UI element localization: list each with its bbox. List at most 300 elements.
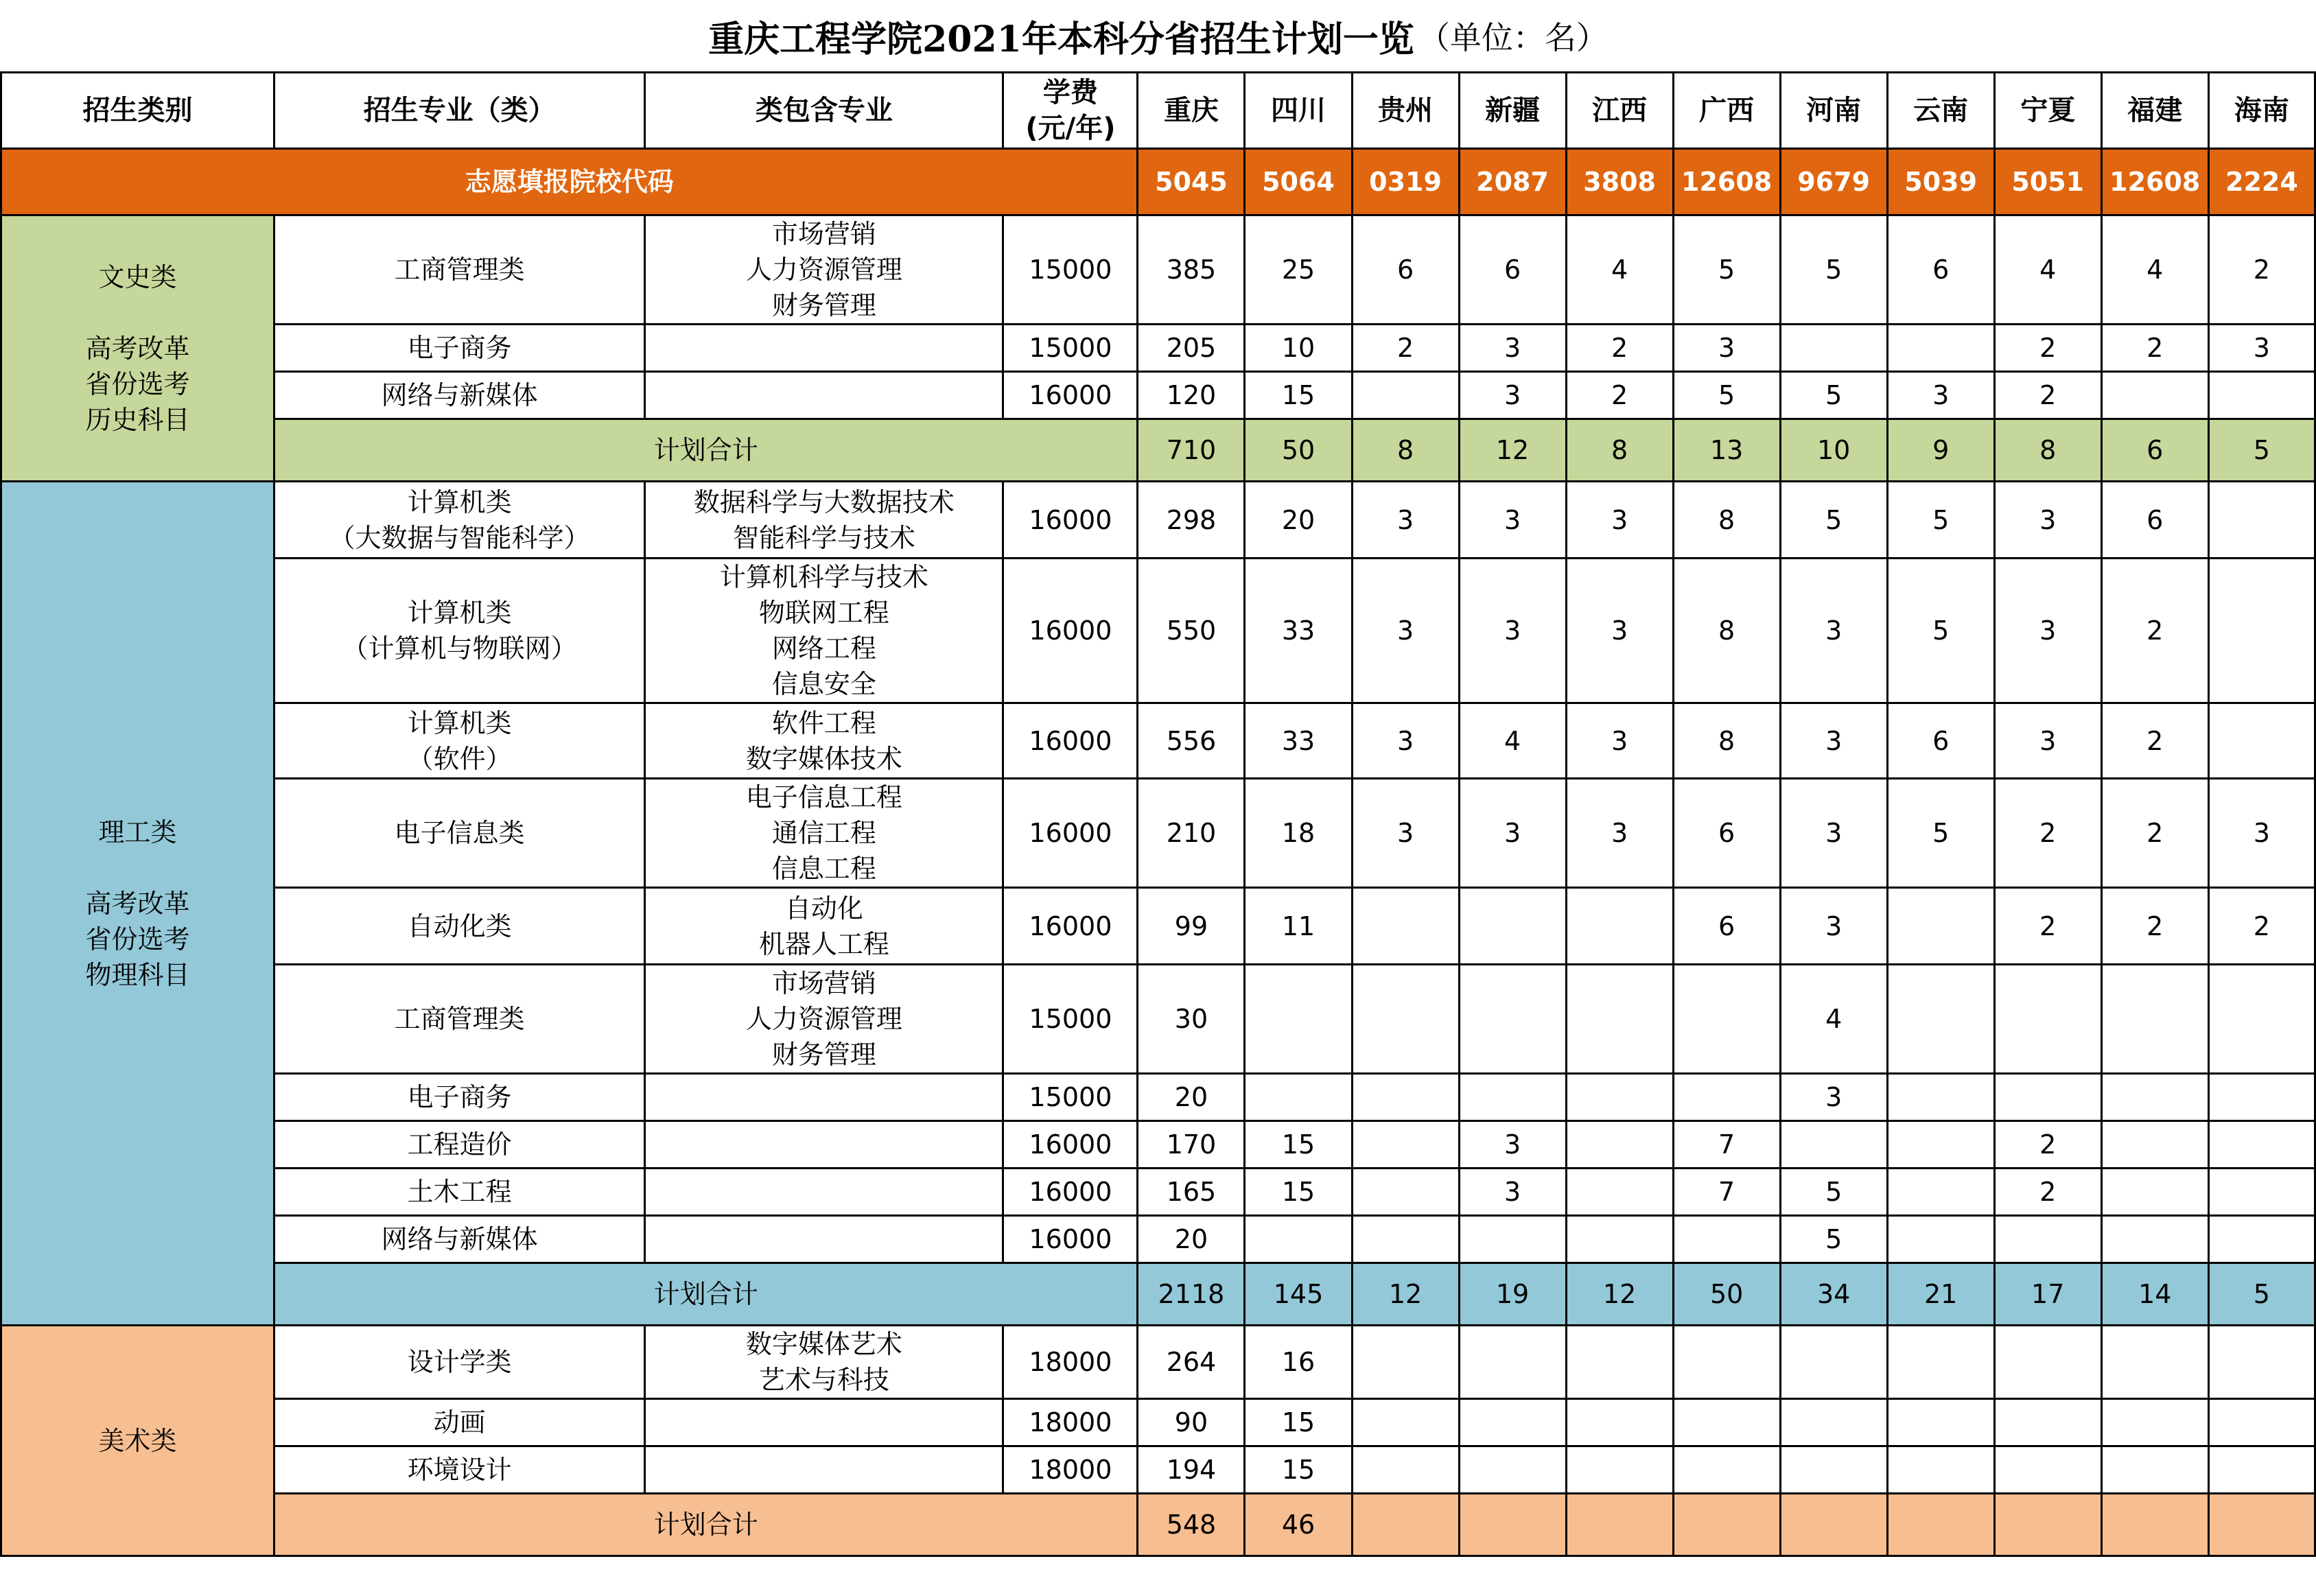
- school-code: 5064: [1245, 149, 1352, 215]
- header-province: 贵州: [1352, 73, 1459, 149]
- cell-line: 美术类: [98, 1425, 177, 1456]
- count-cell: 7: [1673, 1121, 1780, 1169]
- school-code: 5039: [1887, 149, 1994, 215]
- subtotal-cell: 10: [1780, 419, 1887, 482]
- major-cell: [274, 1216, 645, 1263]
- count-cell: 120: [1138, 372, 1245, 419]
- subtotal-cell: [1673, 1494, 1780, 1556]
- count-cell: 3: [1459, 1121, 1566, 1169]
- count-cell: [2208, 1446, 2315, 1494]
- count-cell: 5: [1887, 559, 1994, 703]
- cell-line: 土木工程: [407, 1177, 512, 1207]
- count-cell: 3: [1994, 559, 2101, 703]
- fee-cell: 16000: [1003, 888, 1138, 965]
- count-cell: [2101, 1399, 2208, 1446]
- count-cell: 33: [1245, 703, 1352, 779]
- fee-cell: 16000: [1003, 1169, 1138, 1216]
- count-cell: [1994, 1446, 2101, 1494]
- subtotal-label: 计划合计: [274, 1494, 1138, 1556]
- header-category: 招生类别: [1, 73, 274, 149]
- count-cell: [2101, 1216, 2208, 1263]
- count-cell: 6: [2101, 482, 2208, 559]
- fee-cell: 16000: [1003, 1216, 1138, 1263]
- count-cell: 298: [1138, 482, 1245, 559]
- count-cell: 4: [1780, 965, 1887, 1074]
- count-cell: 3: [1780, 559, 1887, 703]
- count-cell: 8: [1673, 482, 1780, 559]
- page-title: [0, 0, 2316, 71]
- count-cell: [1566, 1326, 1673, 1399]
- count-cell: [1994, 1216, 2101, 1263]
- count-cell: 3: [1459, 779, 1566, 888]
- subtotal-cell: 5: [2208, 1263, 2315, 1326]
- cell-line: 历史科目: [85, 404, 190, 435]
- count-cell: 11: [1245, 888, 1352, 965]
- school-code: 2087: [1459, 149, 1566, 215]
- cell-line: 数据科学与大数据技术: [693, 486, 955, 517]
- count-cell: [1245, 965, 1352, 1074]
- cell-line: 智能科学与技术: [732, 522, 915, 553]
- count-cell: 3: [1459, 325, 1566, 372]
- cell-line: 电子信息工程: [745, 782, 902, 812]
- cell-line: 通信工程: [771, 818, 876, 848]
- school-code: 12608: [2101, 149, 2208, 215]
- count-cell: 3: [1994, 703, 2101, 779]
- count-cell: 5: [1780, 372, 1887, 419]
- count-cell: 3: [1352, 482, 1459, 559]
- cell-line: [2, 295, 273, 331]
- includes-cell: [645, 1074, 1003, 1121]
- cell-line: 工商管理类: [394, 255, 525, 285]
- subtotal-label: 计划合计: [274, 1263, 1138, 1326]
- cell-line: 数字媒体技术: [745, 743, 902, 774]
- major-cell: [274, 888, 645, 965]
- cell-line: 设计学类: [407, 1347, 512, 1377]
- subtotal-cell: 548: [1138, 1494, 1245, 1556]
- count-cell: [1673, 1074, 1780, 1121]
- includes-cell: [645, 215, 1003, 325]
- table-row: [1, 1446, 2315, 1494]
- subtotal-cell: 46: [1245, 1494, 1352, 1556]
- subtotal-cell: 8: [1352, 419, 1459, 482]
- table-row: [1, 1399, 2315, 1446]
- table-row: [1, 965, 2315, 1074]
- count-cell: 2: [1352, 325, 1459, 372]
- includes-cell: [645, 1446, 1003, 1494]
- count-cell: 2: [1994, 372, 2101, 419]
- subtotal-cell: [1780, 1494, 1887, 1556]
- count-cell: [2208, 559, 2315, 703]
- count-cell: 5: [1780, 1216, 1887, 1263]
- includes-cell: [645, 888, 1003, 965]
- count-cell: 2: [2208, 888, 2315, 965]
- count-cell: [1673, 1446, 1780, 1494]
- cell-line: 省份选考: [85, 924, 190, 954]
- cell-line: 工商管理类: [394, 1004, 525, 1034]
- cell-line: 高考改革: [85, 333, 190, 364]
- cell-line: （软件）: [407, 743, 512, 774]
- count-cell: [1887, 888, 1994, 965]
- count-cell: [2208, 1121, 2315, 1169]
- count-cell: 5: [1780, 215, 1887, 325]
- cell-line: 机器人工程: [758, 928, 889, 959]
- subtotal-row: [1, 1494, 2315, 1556]
- count-cell: [2208, 1074, 2315, 1121]
- count-cell: 385: [1138, 215, 1245, 325]
- count-cell: 4: [2101, 215, 2208, 325]
- subtotal-cell: [1566, 1494, 1673, 1556]
- subtotal-cell: 12: [1566, 1263, 1673, 1326]
- count-cell: 165: [1138, 1169, 1245, 1216]
- count-cell: 210: [1138, 779, 1245, 888]
- header-province: 重庆: [1138, 73, 1245, 149]
- count-cell: [2208, 965, 2315, 1074]
- subtotal-cell: 9: [1887, 419, 1994, 482]
- fee-cell: 16000: [1003, 703, 1138, 779]
- header-province: 河南: [1780, 73, 1887, 149]
- count-cell: [1780, 1121, 1887, 1169]
- subtotal-cell: 8: [1994, 419, 2101, 482]
- count-cell: 2: [1994, 888, 2101, 965]
- includes-cell: [645, 1399, 1003, 1446]
- cell-line: 人力资源管理: [745, 255, 902, 285]
- cell-line: [2, 850, 273, 886]
- count-cell: 3: [2208, 325, 2315, 372]
- count-cell: 2: [2208, 215, 2315, 325]
- subtotal-cell: 8: [1566, 419, 1673, 482]
- subtotal-cell: 50: [1673, 1263, 1780, 1326]
- cell-line: 电子商务: [407, 1082, 512, 1112]
- count-cell: [2208, 1216, 2315, 1263]
- count-cell: 6: [1887, 215, 1994, 325]
- table-row: [1, 1121, 2315, 1169]
- count-cell: [2101, 1121, 2208, 1169]
- count-cell: [1566, 1074, 1673, 1121]
- count-cell: [1887, 1074, 1994, 1121]
- count-cell: [1566, 1169, 1673, 1216]
- school-code: 2224: [2208, 149, 2315, 215]
- count-cell: [1887, 1169, 1994, 1216]
- count-cell: [1459, 1399, 1566, 1446]
- table-row: [1, 215, 2315, 325]
- count-cell: 3: [1352, 703, 1459, 779]
- major-cell: [274, 1169, 645, 1216]
- school-code: 9679: [1780, 149, 1887, 215]
- count-cell: 3: [1352, 779, 1459, 888]
- count-cell: [1673, 1326, 1780, 1399]
- count-cell: [2208, 703, 2315, 779]
- count-cell: 205: [1138, 325, 1245, 372]
- header-fee: [1003, 73, 1138, 149]
- includes-cell: [645, 482, 1003, 559]
- count-cell: 3: [1780, 1074, 1887, 1121]
- fee-cell: 15000: [1003, 215, 1138, 325]
- count-cell: 3: [1566, 559, 1673, 703]
- count-cell: [2208, 372, 2315, 419]
- count-cell: 20: [1138, 1074, 1245, 1121]
- count-cell: [1780, 1446, 1887, 1494]
- count-cell: 6: [1887, 703, 1994, 779]
- subtotal-cell: 12: [1459, 419, 1566, 482]
- count-cell: 18: [1245, 779, 1352, 888]
- count-cell: [1352, 1074, 1459, 1121]
- count-cell: 3: [1566, 482, 1673, 559]
- includes-cell: [645, 559, 1003, 703]
- count-cell: 8: [1673, 703, 1780, 779]
- title-main: 重庆工程学院2021年本科分省招生计划一览: [708, 18, 1414, 60]
- cell-line: 物联网工程: [758, 598, 889, 628]
- count-cell: 15: [1245, 1399, 1352, 1446]
- subtotal-cell: [1352, 1494, 1459, 1556]
- count-cell: [1780, 325, 1887, 372]
- category-cell: [1, 215, 274, 482]
- subtotal-cell: 13: [1673, 419, 1780, 482]
- cell-line: 高考改革: [85, 888, 190, 919]
- title-unit: （单位：名）: [1418, 19, 1608, 56]
- count-cell: 2: [2101, 325, 2208, 372]
- enrollment-table: [0, 71, 2316, 1557]
- major-cell: [274, 965, 645, 1074]
- count-cell: 5: [1780, 482, 1887, 559]
- fee-cell: 16000: [1003, 779, 1138, 888]
- count-cell: [1459, 1326, 1566, 1399]
- count-cell: [1352, 1121, 1459, 1169]
- cell-line: （计算机与物联网）: [342, 633, 577, 664]
- count-cell: 3: [1994, 482, 2101, 559]
- subtotal-label: 计划合计: [274, 419, 1138, 482]
- school-code: 0319: [1352, 149, 1459, 215]
- count-cell: 3: [1566, 703, 1673, 779]
- count-cell: [1994, 1399, 2101, 1446]
- count-cell: 3: [1459, 559, 1566, 703]
- count-cell: 2: [2101, 888, 2208, 965]
- header-province: 新疆: [1459, 73, 1566, 149]
- major-cell: [274, 372, 645, 419]
- includes-cell: [645, 325, 1003, 372]
- count-cell: [1566, 1121, 1673, 1169]
- cell-line: 计算机类: [407, 707, 512, 738]
- count-cell: [2101, 372, 2208, 419]
- count-cell: 15: [1245, 1121, 1352, 1169]
- major-cell: [274, 1399, 645, 1446]
- cell-line: 财务管理: [771, 290, 876, 320]
- count-cell: 2: [1566, 372, 1673, 419]
- count-cell: 5: [1887, 482, 1994, 559]
- cell-line: 自动化类: [407, 911, 512, 941]
- count-cell: [2101, 1074, 2208, 1121]
- count-cell: 3: [1566, 779, 1673, 888]
- count-cell: [1887, 1216, 1994, 1263]
- subtotal-cell: [2101, 1494, 2208, 1556]
- count-cell: 3: [1780, 888, 1887, 965]
- cell-line: 电子商务: [407, 333, 512, 363]
- major-cell: [274, 1074, 645, 1121]
- cell-line: 计算机类: [407, 598, 512, 628]
- major-cell: [274, 559, 645, 703]
- school-code-label: 志愿填报院校代码: [1, 149, 1138, 215]
- count-cell: 8: [1673, 559, 1780, 703]
- cell-line: 网络与新媒体: [381, 380, 538, 410]
- school-code: 5051: [1994, 149, 2101, 215]
- subtotal-cell: 14: [2101, 1263, 2208, 1326]
- fee-cell: 16000: [1003, 372, 1138, 419]
- school-code: 12608: [1673, 149, 1780, 215]
- count-cell: [1887, 1326, 1994, 1399]
- table-row: [1, 325, 2315, 372]
- count-cell: 20: [1138, 1216, 1245, 1263]
- includes-cell: [645, 1121, 1003, 1169]
- subtotal-cell: 17: [1994, 1263, 2101, 1326]
- count-cell: 16: [1245, 1326, 1352, 1399]
- count-cell: 5: [1673, 215, 1780, 325]
- count-cell: [1566, 888, 1673, 965]
- cell-line: 文史类: [98, 261, 177, 292]
- table-row: [1, 703, 2315, 779]
- cell-line: 计算机类: [407, 486, 512, 517]
- count-cell: 20: [1245, 482, 1352, 559]
- cell-line: 计算机科学与技术: [719, 562, 928, 592]
- count-cell: 194: [1138, 1446, 1245, 1494]
- count-cell: [2208, 1399, 2315, 1446]
- cell-line: 自动化: [784, 893, 863, 924]
- count-cell: 6: [1673, 888, 1780, 965]
- count-cell: 4: [1459, 703, 1566, 779]
- count-cell: 7: [1673, 1169, 1780, 1216]
- cell-line: 物理科目: [85, 959, 190, 990]
- count-cell: [2101, 965, 2208, 1074]
- count-cell: 4: [1994, 215, 2101, 325]
- header-fee-line1: 学费: [1042, 77, 1098, 108]
- school-code: 3808: [1566, 149, 1673, 215]
- major-cell: [274, 215, 645, 325]
- count-cell: [1566, 1446, 1673, 1494]
- major-cell: [274, 1121, 645, 1169]
- count-cell: [1673, 965, 1780, 1074]
- cell-line: 理工类: [98, 817, 177, 847]
- count-cell: 15: [1245, 1169, 1352, 1216]
- major-cell: [274, 482, 645, 559]
- count-cell: 5: [1673, 372, 1780, 419]
- count-cell: [1566, 965, 1673, 1074]
- subtotal-cell: 50: [1245, 419, 1352, 482]
- count-cell: [1887, 325, 1994, 372]
- count-cell: 90: [1138, 1399, 1245, 1446]
- count-cell: 99: [1138, 888, 1245, 965]
- includes-cell: [645, 1169, 1003, 1216]
- cell-line: 信息安全: [771, 669, 876, 699]
- count-cell: 2: [2101, 703, 2208, 779]
- count-cell: [1352, 1169, 1459, 1216]
- table-row: [1, 482, 2315, 559]
- cell-line: （大数据与智能科学）: [329, 522, 590, 553]
- subtotal-cell: 5: [2208, 419, 2315, 482]
- cell-line: 信息工程: [771, 854, 876, 884]
- cell-line: 网络工程: [771, 633, 876, 664]
- count-cell: [2208, 1326, 2315, 1399]
- count-cell: [1352, 888, 1459, 965]
- cell-line: 数字媒体艺术: [745, 1329, 902, 1359]
- includes-cell: [645, 372, 1003, 419]
- category-cell: [1, 1326, 274, 1556]
- count-cell: 4: [1566, 215, 1673, 325]
- includes-cell: [645, 703, 1003, 779]
- count-cell: [1673, 1399, 1780, 1446]
- count-cell: [1245, 1074, 1352, 1121]
- header-province: 江西: [1566, 73, 1673, 149]
- subtotal-cell: 145: [1245, 1263, 1352, 1326]
- count-cell: 15: [1245, 1446, 1352, 1494]
- header-includes: 类包含专业: [645, 73, 1003, 149]
- table-row: [1, 372, 2315, 419]
- count-cell: [1994, 1074, 2101, 1121]
- header-major: 招生专业（类）: [274, 73, 645, 149]
- major-cell: [274, 1326, 645, 1399]
- header-province: 海南: [2208, 73, 2315, 149]
- subtotal-row: [1, 419, 2315, 482]
- cell-line: 动画: [433, 1407, 486, 1437]
- cell-line: 省份选考: [85, 368, 190, 399]
- count-cell: [1352, 1216, 1459, 1263]
- count-cell: [1459, 965, 1566, 1074]
- count-cell: 30: [1138, 965, 1245, 1074]
- count-cell: [1459, 888, 1566, 965]
- count-cell: 170: [1138, 1121, 1245, 1169]
- subtotal-cell: 2118: [1138, 1263, 1245, 1326]
- count-cell: 3: [1673, 325, 1780, 372]
- table-row: [1, 779, 2315, 888]
- header-province: 福建: [2101, 73, 2208, 149]
- fee-cell: 16000: [1003, 559, 1138, 703]
- header-row: [1, 73, 2315, 149]
- school-code: 5045: [1138, 149, 1245, 215]
- count-cell: 6: [1673, 779, 1780, 888]
- header-province: 云南: [1887, 73, 1994, 149]
- count-cell: [1352, 1399, 1459, 1446]
- major-cell: [274, 703, 645, 779]
- count-cell: 2: [1994, 325, 2101, 372]
- subtotal-row: [1, 1263, 2315, 1326]
- count-cell: 3: [1352, 559, 1459, 703]
- cell-line: 环境设计: [407, 1455, 512, 1485]
- count-cell: 550: [1138, 559, 1245, 703]
- count-cell: 2: [1566, 325, 1673, 372]
- count-cell: [2101, 1169, 2208, 1216]
- header-fee-line2: (元/年): [1025, 113, 1116, 144]
- count-cell: [1887, 1121, 1994, 1169]
- count-cell: 33: [1245, 559, 1352, 703]
- count-cell: 10: [1245, 325, 1352, 372]
- includes-cell: [645, 1216, 1003, 1263]
- subtotal-cell: 21: [1887, 1263, 1994, 1326]
- major-cell: [274, 779, 645, 888]
- count-cell: [1566, 1216, 1673, 1263]
- cell-line: 市场营销: [771, 219, 876, 249]
- subtotal-cell: [1887, 1494, 1994, 1556]
- cell-line: 电子信息类: [394, 818, 525, 848]
- subtotal-cell: 6: [2101, 419, 2208, 482]
- count-cell: [1887, 1446, 1994, 1494]
- fee-cell: 18000: [1003, 1446, 1138, 1494]
- count-cell: [2101, 1326, 2208, 1399]
- header-province: 四川: [1245, 73, 1352, 149]
- fee-cell: 15000: [1003, 325, 1138, 372]
- cell-line: 市场营销: [771, 968, 876, 998]
- count-cell: 3: [1459, 372, 1566, 419]
- subtotal-cell: [1994, 1494, 2101, 1556]
- count-cell: 3: [1459, 1169, 1566, 1216]
- fee-cell: 15000: [1003, 1074, 1138, 1121]
- count-cell: [1352, 1446, 1459, 1494]
